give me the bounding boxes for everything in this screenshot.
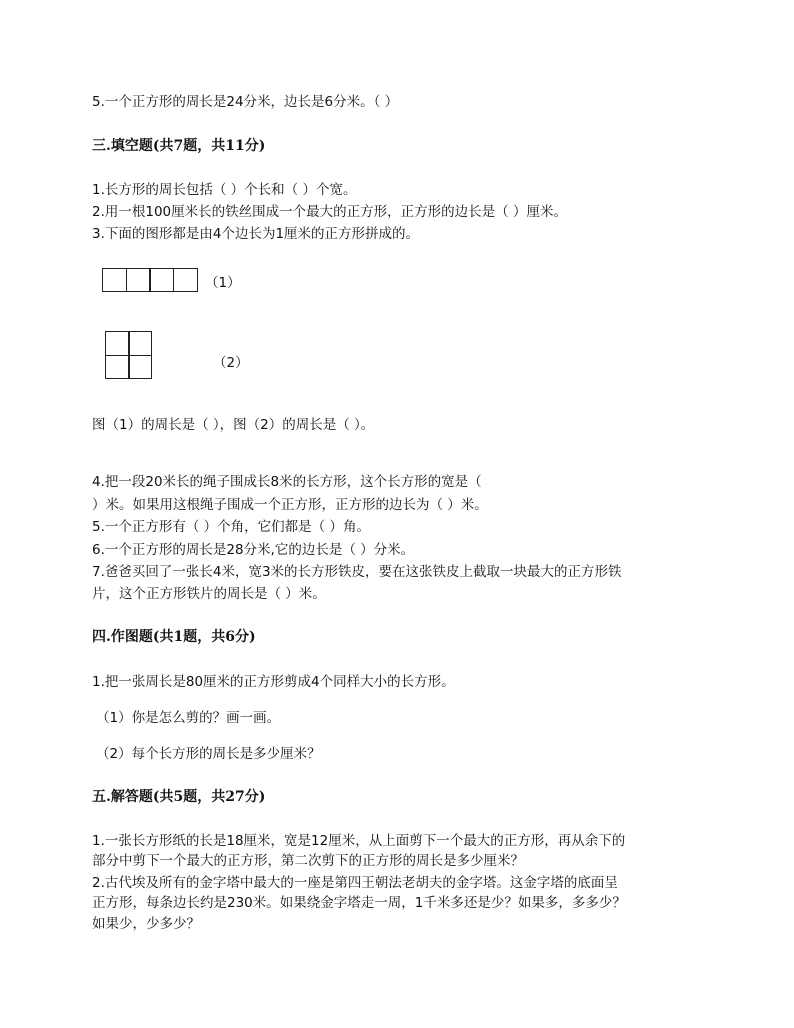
section-5-heading: 五.解答题(共5题，共27分) [92, 789, 266, 805]
figure-1-square [173, 268, 199, 292]
question-s3-7-line2: 片，这个正方形铁片的周长是（ ）米。 [92, 586, 326, 602]
question-s5-1-line1: 1.一张长方形纸的长是18厘米，宽是12厘米，从上面剪下一个最大的正方形，再从余下的 [92, 833, 626, 849]
question-s5-1-line2: 部分中剪下一个最大的正方形，第二次剪下的正方形的周长是多少厘米？ [92, 853, 524, 869]
question-s3-3: 3.下面的图形都是由4个边长为1厘米的正方形拼成的。 [92, 226, 420, 242]
figure-1-square [126, 268, 151, 292]
section-4-heading: 四.作图题(共1题，共6分) [92, 629, 256, 645]
question-s5-2-line3: 如果少，少多少？ [92, 916, 200, 932]
question-p1-5: 5.一个正方形的周长是24分米，边长是6分米。（ ） [92, 94, 399, 110]
question-s3-7-line1: 7.爸爸买回了一张长4米，宽3米的长方形铁皮，要在这张铁皮上截取一块最大的正方形铁 [92, 564, 622, 580]
question-s5-2-line2: 正方形，每条边长约是230米。如果绕金字塔走一周，1千米多还是少？如果多，多多少？ [92, 895, 626, 911]
question-s4-1-part1: （1）你是怎么剪的？画一画。 [96, 710, 281, 726]
figure-2-label: （2） [213, 355, 249, 371]
figure-1-square [102, 268, 127, 292]
question-s3-2: 2.用一根100厘米长的铁丝围成一个最大的正方形，正方形的边长是（ ）厘米。 [92, 204, 567, 220]
question-s4-1-part2: （2）每个长方形的周长是多少厘米？ [96, 746, 321, 762]
question-s3-4-line1: 4.把一段20米长的绳子围成长8米的长方形，这个长方形的宽是（ [92, 474, 482, 490]
figure-2-square [105, 331, 130, 356]
figure-1-squares-row [102, 268, 198, 292]
question-s3-5: 5.一个正方形有（ ）个角，它们都是（ ）角。 [92, 519, 370, 535]
figure-2-square [128, 331, 152, 356]
figure-1-label: （1） [205, 275, 241, 291]
question-s3-4-line2: ）米。如果用这根绳子围成一个正方形，正方形的边长为（ ）米。 [92, 497, 488, 513]
figure-2-square [128, 355, 152, 380]
question-s5-2-line1: 2.古代埃及所有的金字塔中最大的一座是第四王朝法老胡夫的金字塔。这金字塔的底面呈 [92, 875, 618, 891]
section-3-heading: 三.填空题(共7题，共11分) [92, 138, 266, 154]
figure-2-squares-grid [105, 331, 152, 379]
question-s4-1: 1.把一张周长是80厘米的正方形剪成4个同样大小的长方形。 [92, 674, 455, 690]
figure-1-square [149, 268, 174, 292]
question-s3-3-answer: 图（1）的周长是（ ），图（2）的周长是（ ）。 [92, 417, 375, 433]
question-s3-6: 6.一个正方形的周长是28分米,它的边长是（ ）分米。 [92, 542, 415, 558]
question-s3-1: 1.长方形的周长包括（ ）个长和（ ）个宽。 [92, 182, 357, 198]
figure-2-square [105, 355, 130, 380]
